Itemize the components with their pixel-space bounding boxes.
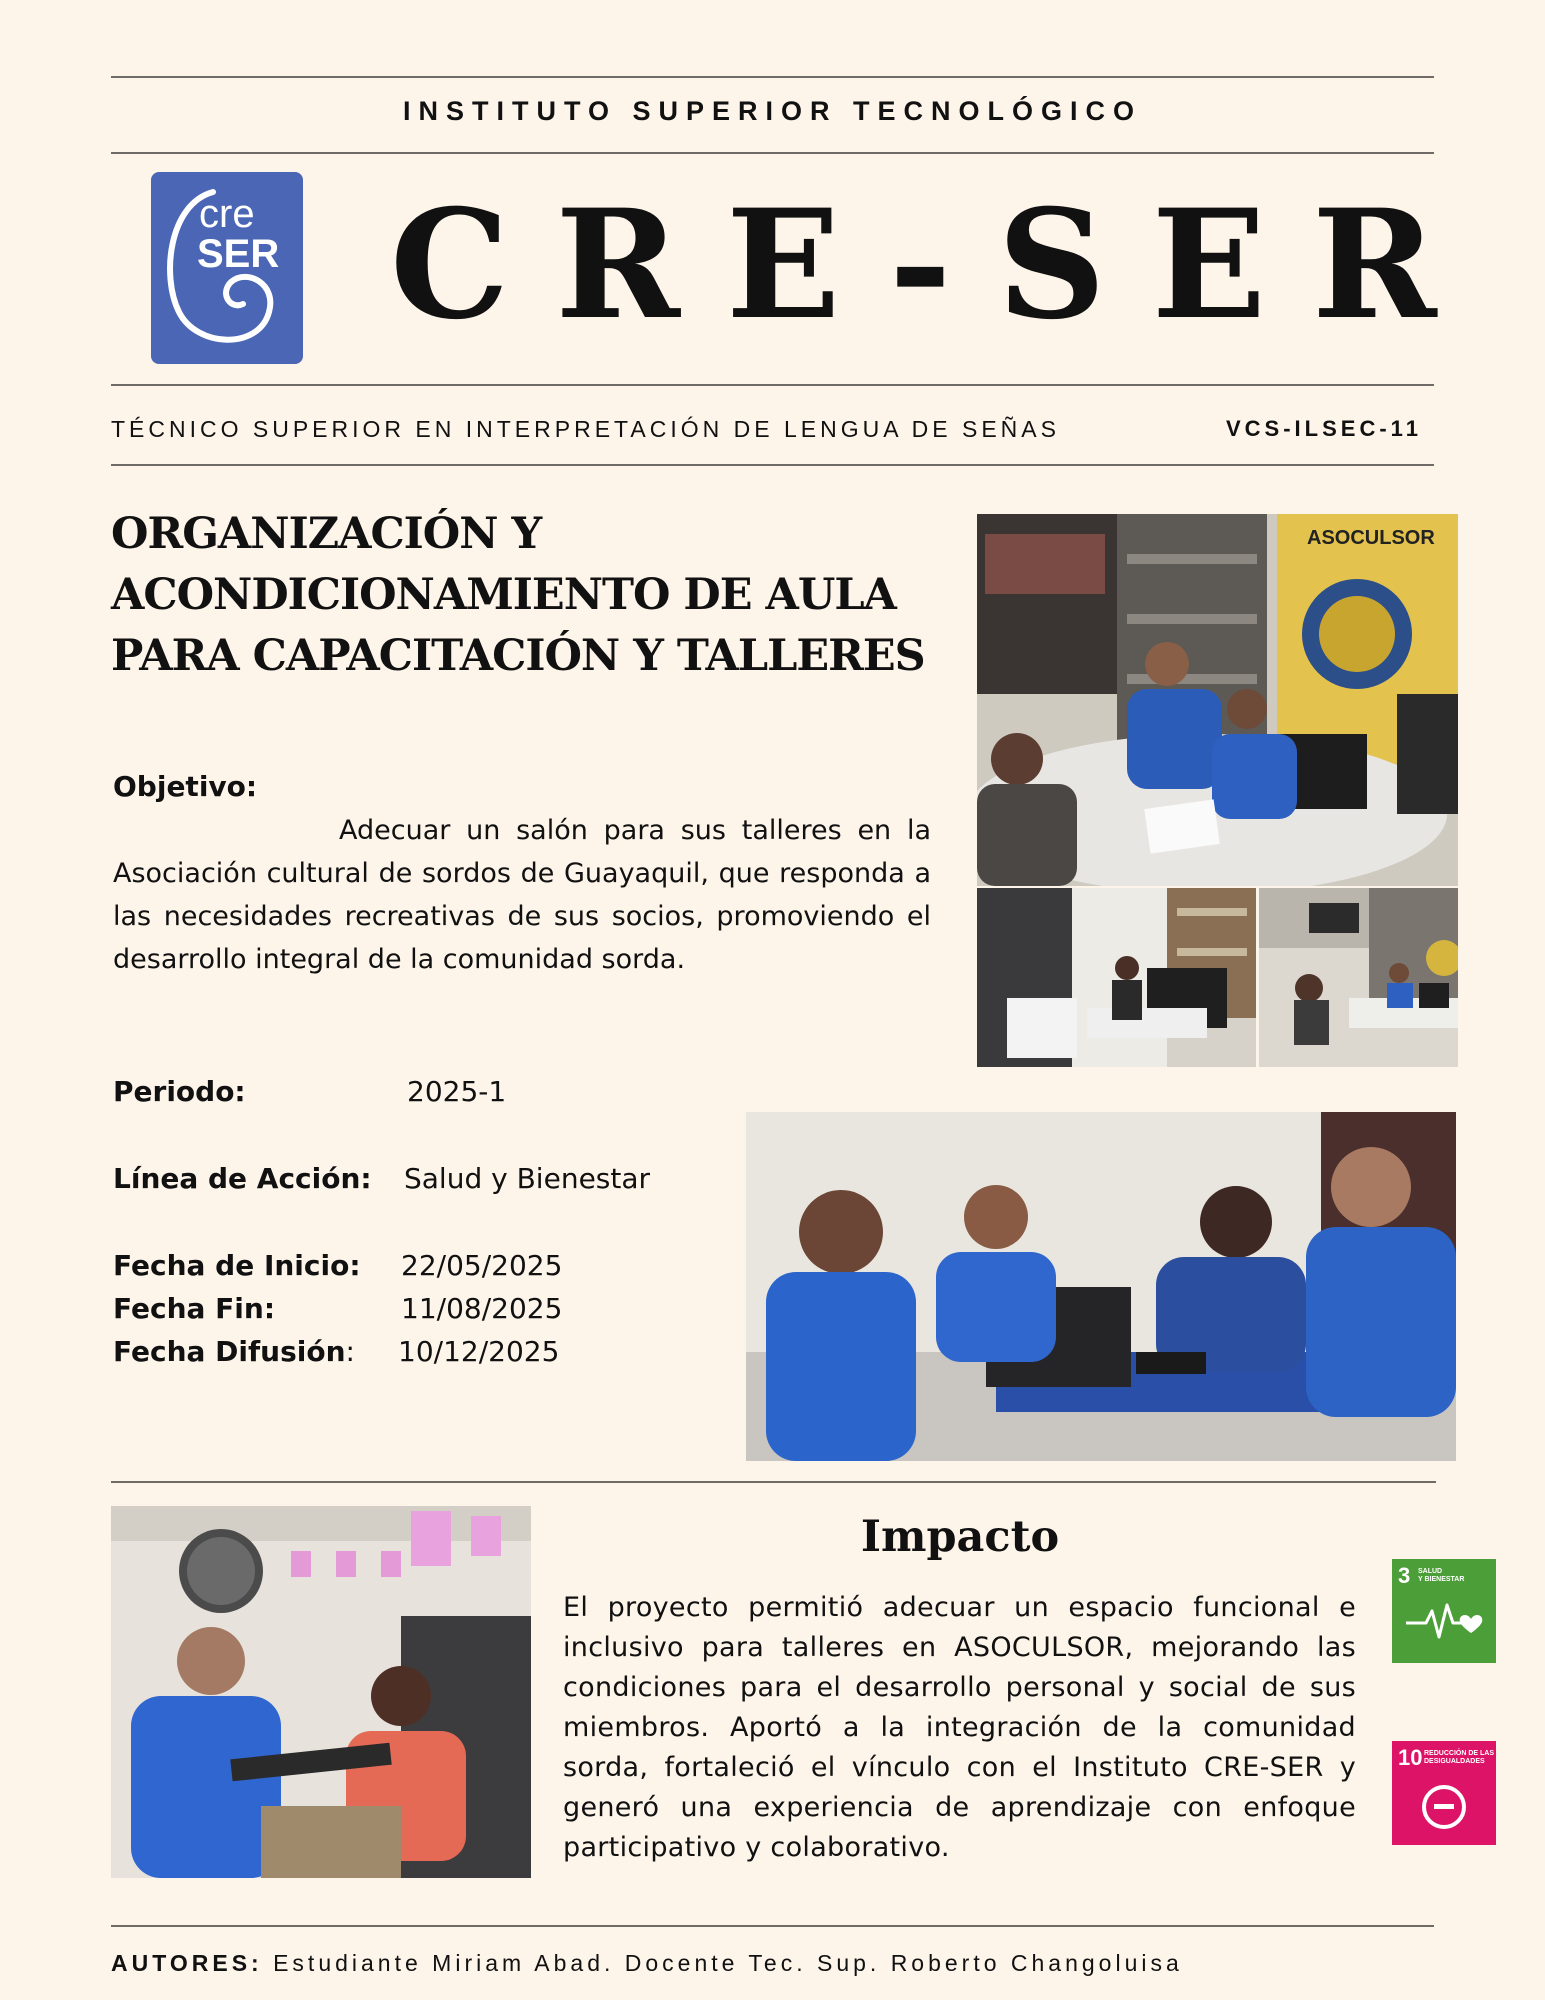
divider-top bbox=[111, 76, 1434, 78]
sign-text: ASOCULSOR bbox=[1307, 527, 1435, 549]
meeting-photo bbox=[746, 1112, 1456, 1461]
period-label: Periodo: bbox=[113, 1075, 246, 1108]
sdg-10-number: 10 bbox=[1398, 1745, 1423, 1770]
divider-brand bbox=[111, 384, 1434, 386]
project-title: ORGANIZACIÓN Y ACONDICIONAMIENTO DE AULA PARA CAPACITACIÓN Y TALLERES bbox=[111, 509, 925, 681]
classroom-photo-small-2 bbox=[1259, 888, 1458, 1067]
program-name: TÉCNICO SUPERIOR EN INTERPRETACIÓN DE LENGUA DE SEÑAS bbox=[111, 416, 1060, 442]
logo-text-ser: SER bbox=[197, 232, 280, 276]
institution-name: INSTITUTO SUPERIOR TECNOLÓGICO bbox=[402, 96, 1143, 126]
classroom-photo-main bbox=[977, 514, 1458, 886]
sdg-10-label-2: DESIGUALDADES bbox=[1424, 1758, 1485, 1765]
authors-names: Estudiante Miriam Abad. Docente Tec. Sup. Roberto Changoluisa bbox=[273, 1950, 1183, 1976]
action-line-value: Salud y Bienestar bbox=[404, 1162, 651, 1195]
logo-text-cre: cre bbox=[199, 192, 255, 236]
sdg-3-number: 3 bbox=[1398, 1563, 1411, 1588]
impact-text: El proyecto permitió adecuar un espacio funcional e inclusivo para talleres en ASOCULSOR, mejorando las condiciones para el desarrollo personal y social de sus miembros. Aportó a la integración de la comunidad sorda, fortaleció el vínculo con el Instituto CRE-SER y generó una experiencia de aprendizaje con enfoque participativo y colaborativo. bbox=[563, 1592, 1356, 1863]
cre-ser-logo bbox=[151, 172, 303, 364]
diffusion-date-value: 10/12/2025 bbox=[398, 1335, 560, 1368]
sdg-10-badge bbox=[1392, 1741, 1496, 1845]
end-date-label: Fecha Fin: bbox=[113, 1292, 276, 1325]
authors-label: AUTORES: bbox=[111, 1950, 263, 1976]
project-code: VCS-ILSEC-11 bbox=[1226, 416, 1422, 441]
divider-footer bbox=[111, 1925, 1434, 1927]
divider-program bbox=[111, 464, 1434, 466]
classroom-photo-small-1 bbox=[977, 888, 1256, 1067]
diffusion-colon: : bbox=[345, 1335, 355, 1368]
end-date-value: 11/08/2025 bbox=[401, 1292, 563, 1325]
diffusion-label-text: Fecha Difusión bbox=[113, 1335, 346, 1368]
sdg-3-label-2: Y BIENESTAR bbox=[1418, 1576, 1465, 1583]
impact-heading: Impacto bbox=[860, 1512, 1060, 1562]
impact-photo bbox=[111, 1506, 531, 1878]
sdg-3-badge bbox=[1392, 1559, 1496, 1663]
objective-label: Objetivo: bbox=[113, 770, 258, 803]
heartbeat-icon bbox=[1392, 1559, 1496, 1663]
divider-impact bbox=[111, 1481, 1436, 1483]
diffusion-date-label bbox=[113, 1335, 355, 1368]
equality-icon bbox=[1392, 1741, 1496, 1845]
action-line-label: Línea de Acción: bbox=[113, 1162, 372, 1195]
start-date-value: 22/05/2025 bbox=[401, 1249, 563, 1282]
period-value: 2025-1 bbox=[407, 1075, 507, 1108]
divider-header bbox=[111, 152, 1434, 154]
authors-line bbox=[111, 1950, 1183, 1977]
spiral-icon bbox=[151, 172, 303, 364]
start-date-label: Fecha de Inicio: bbox=[113, 1249, 361, 1282]
objective-text: Adecuar un salón para sus talleres en la Asociación cultural de sordos de Guayaquil, que responda a las necesidades recreativas de sus socios, promoviendo el desarrollo integral de la comunidad sorda. bbox=[113, 815, 931, 975]
sdg-3-label-1: SALUD bbox=[1418, 1568, 1443, 1575]
sdg-10-label-1: REDUCCIÓN DE LAS bbox=[1424, 1750, 1495, 1757]
brand-title: CRE-SER bbox=[390, 177, 1483, 353]
